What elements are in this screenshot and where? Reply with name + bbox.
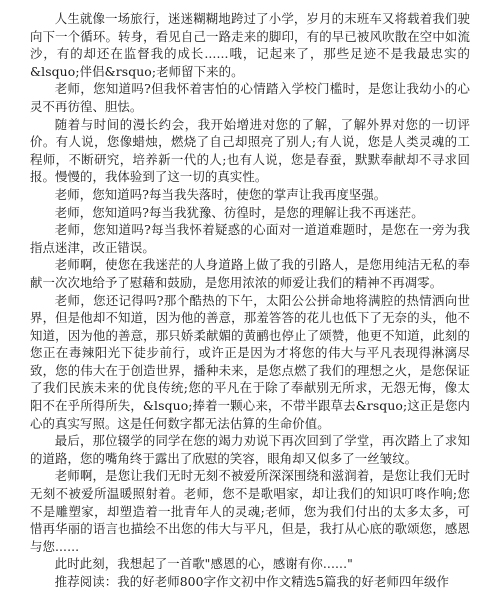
paragraph-hot-afternoon: 老师，您还记得吗?那个酷热的下午，太阳公公拼命地将满腔的热情洒向世界，但是他却不知道，因为他的善意，那羞答答的花儿也低下了无奈的头，他不知道，因为他的善意，那只娇柔献媚的黄鹂也停止了颂赞，他更不知道，此刻的您正在毒辣阳光下徒步前行，或许正是因为才将您的伟大与平凡表现得淋漓尽致，您的伟大在于创造世界，播种未来，是您点燃了我们的理想之火，是您保证了我们民族未来的优良传统;您的平凡在于除了奉献别无所求，无怨无悔，像太阳不在乎所得所失，&lsquo;捧着一颗心来，不带半跟草去&rsquo;这正是您内心的真实写照。这是任何数字都无法估算的生命价值。 bbox=[30, 292, 470, 431]
paragraph-intro: 人生就像一场旅行，迷迷糊糊地跨过了小学，岁月的末班车又将载着我们驶向下一个循环。转身，看见自己一路走来的脚印，有的早已被风吹散在空中如流沙，有的却还在监督我的成长......哦，记起来了，那些足迹不是我最忠实的&lsquo;伴侣&rsquo;老师留下来的。 bbox=[30, 11, 470, 79]
paragraph-applause: 老师，您知道吗?每当我失落时，使您的掌声让我再度坚强。 bbox=[54, 186, 387, 202]
paragraph-praise: 老师啊，是您让我们无时无刻不被爱所深深围绕和滋润着，是您让我们无时无刻不被爱所温暖照射着。老师，您不是歌唱家，却让我们的知识叮咚作响;您不是雕塑家，却塑造着一批青年人的灵魂;老师，您为我们付出的太多太多，可惜再华丽的语言也描绘不出您的伟大与平凡，但是，我打从心底的歌颂您，感恩与您...... bbox=[30, 468, 470, 554]
paragraph-song: 此时此刻，我想起了一首歌"感恩的心，感谢有你......" bbox=[54, 556, 353, 572]
paragraph-dropout-return: 最后，那位辍学的同学在您的竭力劝说下再次回到了学堂，再次踏上了求知的道路，您的嘴角终于露出了欣慰的笑容，眼角却又似多了一丝皱纹。 bbox=[30, 433, 470, 466]
paragraph-guide: 老师啊，使您在我迷茫的人身道路上做了我的引路人，是您用纯洁无私的奉献一次次地给予了慰藉和鼓励，是您用浓浓的师爱让我们的精神不再凋零。 bbox=[30, 257, 470, 290]
paragraph-recommended-reading: 推荐阅读：我的好老师800字作文初中作文精选5篇我的好老师四年级作 bbox=[54, 574, 449, 589]
essay-body bbox=[30, 10, 470, 591]
paragraph-first-day: 老师，您知道吗?但我怀着害怕的心情踏入学校门槛时，是您让我幼小的心灵不再彷徨、胆怯。 bbox=[30, 81, 470, 114]
paragraph-guidance: 老师，您知道吗?每当我怀着疑惑的心面对一道道难题时，是您在一旁为我指点迷津，改正错误。 bbox=[30, 222, 470, 255]
paragraph-understanding: 老师，您知道吗?每当我犹豫、彷徨时，是您的理解让我不再迷茫。 bbox=[54, 204, 424, 220]
paragraph-evaluations: 随着与时间的漫长约会，我开始增进对您的了解，了解外界对您的一切评价。有人说，您像蜡烛，燃烧了自己却照亮了别人;有人说，您是人类灵魂的工程师，不断研究，培养新一代的人;也有人说，您是春蚕，默默奉献却不寻求回报。慢慢的，我体验到了这一切的真实性。 bbox=[30, 116, 470, 185]
